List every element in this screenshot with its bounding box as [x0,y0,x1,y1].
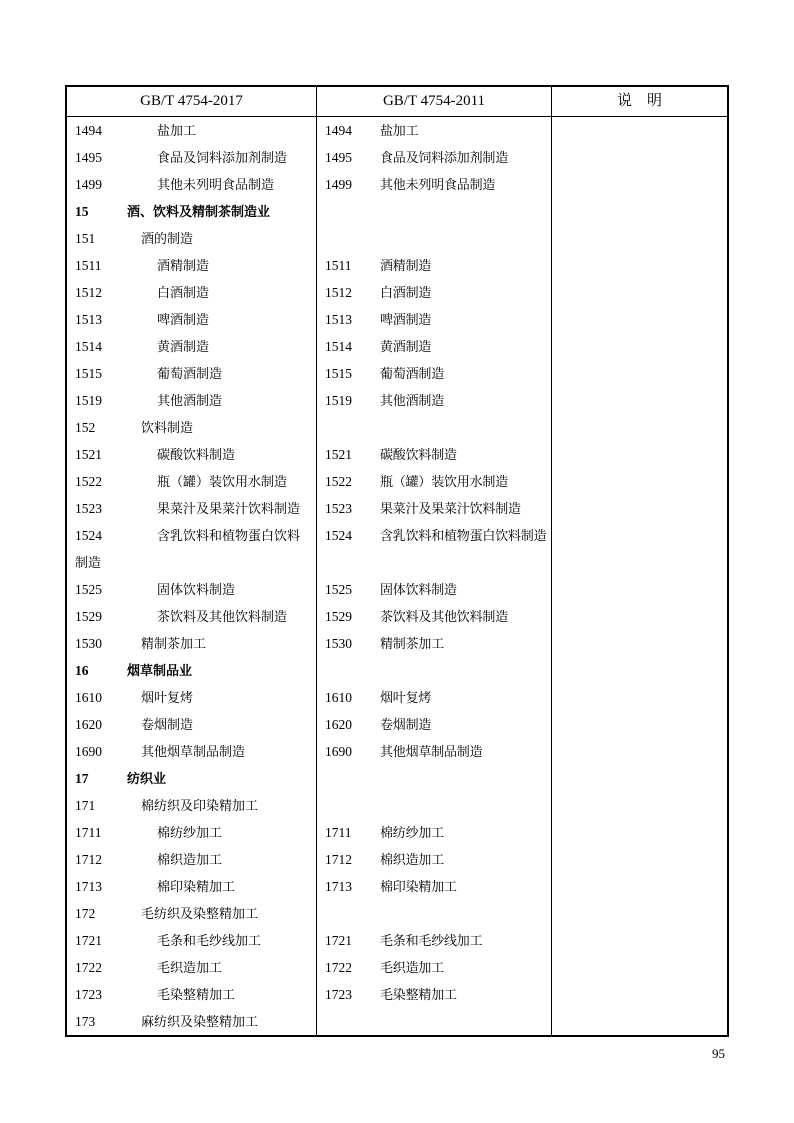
cell-2017 [67,927,317,954]
code-2017: 1521 [75,447,102,462]
name-2011: 棉织造加工 [380,852,445,867]
table-row [67,495,727,522]
cell-explanation [552,360,727,387]
code-2017: 17 [75,771,89,786]
cell-2017 [67,630,317,657]
code-2011: 1523 [325,501,352,516]
table-row [67,738,727,765]
table-row [67,171,727,198]
name-2017: 棉织造加工 [157,852,223,867]
cell-2011 [317,252,552,279]
name-2017: 麻纺织及染整精加工 [141,1014,259,1029]
name-2017: 卷烟制造 [141,717,194,732]
cell-2011 [317,441,552,468]
cell-2017 [67,387,317,414]
name-2017: 固体饮料制造 [157,582,236,597]
cell-2017 [67,1008,317,1035]
name-2017: 啤酒制造 [157,312,210,327]
name-2017: 毛纺织及染整精加工 [141,906,259,921]
name-2017: 毛染整精加工 [157,987,236,1002]
name-2017: 烟草制品业 [127,663,193,678]
code-2017: 1514 [75,339,102,354]
cell-2011 [317,954,552,981]
code-2017: 152 [75,420,96,435]
name-2017: 食品及饲料添加剂制造 [157,150,288,165]
table-row [67,927,727,954]
code-2011: 1521 [325,447,352,462]
cell-explanation [552,657,727,684]
table-body [67,117,727,1035]
cell-explanation [552,1008,727,1035]
code-2011: 1499 [325,177,352,192]
cell-2011 [317,711,552,738]
cell-explanation [552,765,727,792]
cell-explanation [552,279,727,306]
name-2017: 瓶（罐）装饮用水制造 [157,474,288,489]
cell-2017 [67,252,317,279]
cell-2017 [67,684,317,711]
code-2011: 1530 [325,636,352,651]
cell-2017 [67,981,317,1008]
code-2017: 1522 [75,474,102,489]
cell-2017 [67,738,317,765]
table-row [67,765,727,792]
name-2011: 白酒制造 [380,285,432,300]
cell-2017 [67,792,317,819]
cell-2017 [67,171,317,198]
code-2011: 1519 [325,393,352,408]
table-row [67,279,727,306]
table-row [67,900,727,927]
cell-explanation [552,495,727,522]
name-2017: 其他未列明食品制造 [157,177,275,192]
name-2011: 卷烟制造 [380,717,432,732]
name-2017: 纺织业 [127,771,167,786]
cell-2017 [67,117,317,144]
name-2017: 白酒制造 [157,285,210,300]
table-row [67,360,727,387]
name-2017: 黄酒制造 [157,339,210,354]
code-2011: 1713 [325,879,352,894]
cell-2017 [67,279,317,306]
cell-2011 [317,846,552,873]
code-2011: 1511 [325,258,352,273]
code-2011: 1711 [325,825,352,840]
cell-2017 [67,954,317,981]
code-2011: 1690 [325,744,352,759]
name-2011: 其他酒制造 [380,393,445,408]
cell-2011 [317,927,552,954]
name-2017: 酒、饮料及精制茶制造业 [127,204,271,219]
cell-explanation [552,522,727,576]
name-2017: 果菜汁及果菜汁饮料制造 [157,501,301,516]
cell-explanation [552,441,727,468]
table-row [67,846,727,873]
name-2017: 酒的制造 [141,231,194,246]
cell-2011 [317,522,552,576]
name-2011: 黄酒制造 [380,339,432,354]
name-2011: 精制茶加工 [380,636,445,651]
code-2011: 1514 [325,339,352,354]
cell-2011 [317,117,552,144]
cell-2011 [317,360,552,387]
table-row [67,819,727,846]
code-2017: 15 [75,204,89,219]
cell-2011 [317,306,552,333]
code-2017: 172 [75,906,96,921]
cell-2017 [67,306,317,333]
table-row [67,711,727,738]
cell-2011 [317,576,552,603]
code-2017: 151 [75,231,96,246]
cell-2011 [317,603,552,630]
table-row [67,198,727,225]
cell-explanation [552,684,727,711]
code-2011: 1712 [325,852,352,867]
cell-explanation [552,846,727,873]
cell-2017 [67,873,317,900]
code-2017: 16 [75,663,89,678]
name-2011: 其他烟草制品制造 [380,744,483,759]
name-2011: 葡萄酒制造 [380,366,445,381]
code-2017: 1530 [75,636,102,651]
cell-2017 [67,711,317,738]
code-2017: 1610 [75,690,102,705]
name-2011: 茶饮料及其他饮料制造 [380,609,509,624]
cell-2017 [67,144,317,171]
cell-2011 [317,981,552,1008]
cell-2017 [67,414,317,441]
name-2011: 烟叶复烤 [380,690,432,705]
code-2017: 1711 [75,825,102,840]
cell-2017 [67,657,317,684]
cell-explanation [552,738,727,765]
cell-2011 [317,144,552,171]
code-2017: 1721 [75,933,102,948]
name-2017: 含乳饮料和植物蛋白饮料制造 [75,528,301,570]
cell-2011 [317,468,552,495]
code-2017: 171 [75,798,96,813]
cell-2011 [317,873,552,900]
name-2017: 毛条和毛纱线加工 [157,933,262,948]
cell-explanation [552,468,727,495]
table-header-row [67,87,727,117]
cell-2017 [67,900,317,927]
name-2017: 其他酒制造 [157,393,223,408]
code-2017: 1712 [75,852,102,867]
name-2011: 酒精制造 [380,258,432,273]
cell-explanation [552,387,727,414]
code-2011: 1529 [325,609,352,624]
table-row [67,630,727,657]
cell-2011 [317,1008,552,1035]
code-2011: 1524 [325,528,352,543]
name-2017: 葡萄酒制造 [157,366,223,381]
code-2011: 1513 [325,312,352,327]
cell-2017 [67,468,317,495]
code-2011: 1721 [325,933,352,948]
name-2017: 盐加工 [157,123,197,138]
table-row [67,1008,727,1035]
cell-2017 [67,198,317,225]
name-2011: 棉纺纱加工 [380,825,445,840]
table-row [67,117,727,144]
table-row [67,414,727,441]
table-row [67,441,727,468]
table-row [67,333,727,360]
code-2017: 1722 [75,960,102,975]
name-2017: 碳酸饮料制造 [157,447,236,462]
cell-2011 [317,279,552,306]
code-2017: 1690 [75,744,102,759]
code-2017: 1523 [75,501,102,516]
name-2011: 棉印染精加工 [380,879,457,894]
cell-2011 [317,414,552,441]
table-row [67,387,727,414]
cell-2017 [67,360,317,387]
cell-2011 [317,198,552,225]
name-2011: 毛条和毛纱线加工 [380,933,483,948]
name-2017: 棉纺纱加工 [157,825,223,840]
code-2017: 1525 [75,582,102,597]
table-row [67,954,727,981]
cell-explanation [552,711,727,738]
cell-explanation [552,603,727,630]
cell-explanation [552,144,727,171]
table-row [67,144,727,171]
table-row [67,225,727,252]
cell-explanation [552,981,727,1008]
table-row [67,603,727,630]
cell-2017 [67,225,317,252]
table-row [67,468,727,495]
cell-explanation [552,927,727,954]
name-2017: 精制茶加工 [141,636,207,651]
code-2017: 1513 [75,312,102,327]
code-2011: 1723 [325,987,352,1002]
name-2017: 饮料制造 [141,420,194,435]
name-2011: 盐加工 [380,123,419,138]
name-2017: 酒精制造 [157,258,210,273]
cell-2017 [67,441,317,468]
code-2017: 1713 [75,879,102,894]
cell-2011 [317,738,552,765]
cell-explanation [552,171,727,198]
name-2011: 食品及饲料添加剂制造 [380,150,509,165]
cell-explanation [552,414,727,441]
cell-2011 [317,630,552,657]
code-2011: 1522 [325,474,352,489]
cell-explanation [552,630,727,657]
cell-explanation [552,198,727,225]
name-2011: 毛织造加工 [380,960,445,975]
code-2011: 1494 [325,123,352,138]
name-2017: 茶饮料及其他饮料制造 [157,609,288,624]
name-2011: 啤酒制造 [380,312,432,327]
cell-2017 [67,765,317,792]
header-gbt-2017: GB/T 4754-2017 [67,87,317,116]
code-2017: 1512 [75,285,102,300]
cell-2017 [67,603,317,630]
table-row [67,576,727,603]
cell-explanation [552,576,727,603]
cell-2011 [317,225,552,252]
name-2011: 果菜汁及果菜汁饮料制造 [380,501,521,516]
cell-2017 [67,576,317,603]
name-2017: 棉印染精加工 [157,879,236,894]
table-row [67,792,727,819]
code-2017: 1519 [75,393,102,408]
cell-2011 [317,792,552,819]
code-2011: 1495 [325,150,352,165]
cell-2017 [67,495,317,522]
table-row [67,684,727,711]
cell-2011 [317,387,552,414]
name-2017: 棉纺织及印染精加工 [141,798,259,813]
cell-2011 [317,765,552,792]
code-2017: 1499 [75,177,102,192]
table-row [67,306,727,333]
code-2011: 1722 [325,960,352,975]
page-number: 95 [712,1046,725,1061]
code-2017: 1511 [75,258,102,273]
cell-2011 [317,684,552,711]
cell-2011 [317,657,552,684]
name-2011: 固体饮料制造 [380,582,457,597]
code-2017: 1494 [75,123,102,138]
code-2011: 1515 [325,366,352,381]
cell-explanation [552,900,727,927]
cell-2011 [317,819,552,846]
cell-2011 [317,171,552,198]
cell-2011 [317,900,552,927]
code-2011: 1525 [325,582,352,597]
code-2017: 1515 [75,366,102,381]
name-2011: 毛染整精加工 [380,987,457,1002]
cell-2017 [67,333,317,360]
classification-table [65,85,729,1037]
code-2011: 1620 [325,717,352,732]
cell-explanation [552,252,727,279]
cell-2011 [317,333,552,360]
header-gbt-2011: GB/T 4754-2011 [317,87,552,116]
code-2017: 1529 [75,609,102,624]
cell-2017 [67,522,317,576]
name-2011: 含乳饮料和植物蛋白饮料制造 [380,528,547,543]
code-2017: 1524 [75,528,102,543]
code-2017: 173 [75,1014,96,1029]
name-2011: 其他未列明食品制造 [380,177,496,192]
table-row [67,873,727,900]
cell-explanation [552,306,727,333]
cell-2017 [67,846,317,873]
cell-explanation [552,819,727,846]
table-row [67,252,727,279]
cell-explanation [552,117,727,144]
code-2017: 1620 [75,717,102,732]
table-row [67,981,727,1008]
table-row [67,657,727,684]
code-2011: 1610 [325,690,352,705]
name-2011: 瓶（罐）装饮用水制造 [380,474,509,489]
name-2017: 其他烟草制品制造 [141,744,246,759]
cell-explanation [552,792,727,819]
cell-explanation [552,225,727,252]
code-2017: 1495 [75,150,102,165]
cell-2011 [317,495,552,522]
header-explanation: 说 明 [616,93,662,109]
name-2017: 烟叶复烤 [141,690,194,705]
name-2017: 毛织造加工 [157,960,223,975]
cell-explanation [552,954,727,981]
cell-explanation [552,333,727,360]
cell-2017 [67,819,317,846]
code-2011: 1512 [325,285,352,300]
name-2011: 碳酸饮料制造 [380,447,457,462]
cell-explanation [552,873,727,900]
table-row [67,522,727,576]
code-2017: 1723 [75,987,102,1002]
